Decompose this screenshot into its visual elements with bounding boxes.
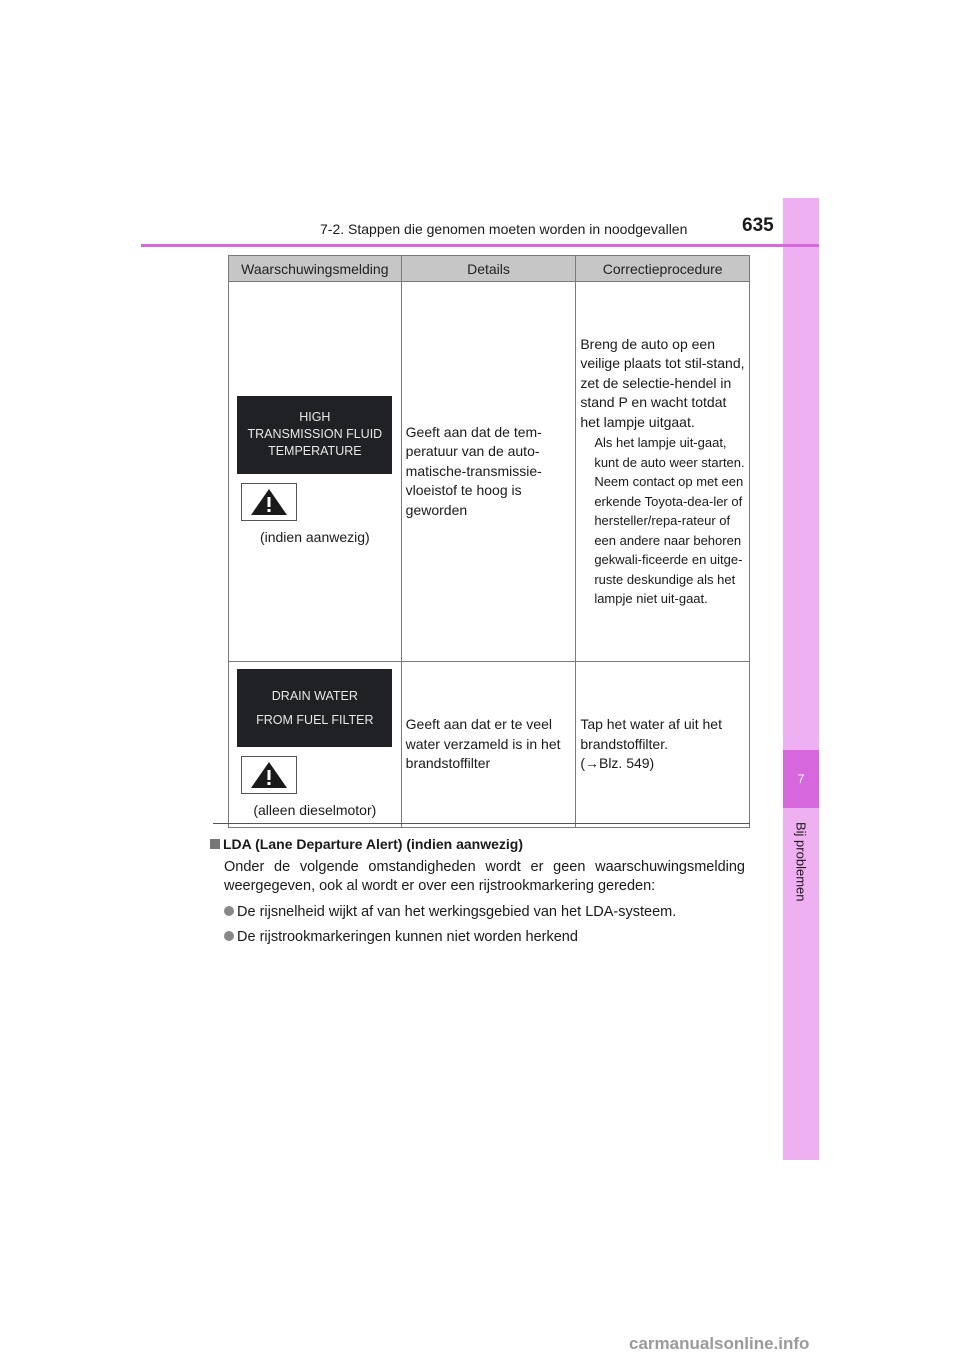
warning-triangle-icon (241, 756, 297, 794)
col-header-details: Details (401, 256, 576, 282)
chapter-label: Bij problemen (793, 822, 809, 902)
list-item-text: De rijstrookmarkeringen kunnen niet worden herkend (237, 929, 578, 945)
watermark: carmanualsonline.info (629, 1334, 810, 1353)
col-header-warning: Waarschuwingsmelding (229, 256, 402, 282)
warning-cell (229, 282, 402, 662)
header-rule (141, 244, 819, 247)
list-item-text: De rijsnelheid wijkt af van het werkingsgebied van het LDA-systeem. (237, 904, 677, 920)
availability-note: (indien aanwezig) (259, 528, 370, 545)
details-cell: Geeft aan dat er te veel water verzameld is in het brandstoffilter (401, 662, 576, 828)
display-line: HIGH (299, 410, 331, 425)
table-row (229, 282, 750, 662)
warning-cell (229, 662, 402, 828)
details-cell: Geeft aan dat de tem- peratuur van de auto- matische-transmissie- vloeistof te hoog is geworden (401, 282, 576, 662)
display-line: DRAIN WATER (271, 688, 358, 703)
procedure-cell: Tap het water af uit het brandstoffilter. (→Blz. 549) (576, 662, 750, 828)
list-item (224, 904, 676, 920)
bullet-icon (224, 931, 234, 941)
procedure-cell (576, 282, 750, 662)
display-line: TEMPERATURE (268, 444, 362, 459)
section-title-text: LDA (Lane Departure Alert) (indien aanwezig) (223, 836, 523, 852)
procedure-sub: Als het lampje uit-gaat, kunt de auto weer starten. Neem contact op met een erkende Toyota-dea-ler of hersteller/repa-rateur of een andere naar behoren gekwali-ficeerde en uitge-ruste deskundige als het lampje niet uit-gaat. (594, 435, 745, 606)
list-item (224, 929, 578, 945)
section-header-title: 7-2. Stappen die genomen moeten worden in noodgevallen (320, 221, 688, 237)
section-rule (213, 823, 750, 824)
display-line: FROM FUEL FILTER (256, 712, 374, 727)
chapter-side-tab (783, 198, 819, 1160)
section-square-icon (210, 839, 220, 849)
warning-triangle-icon (241, 483, 297, 521)
procedure-main: Breng de auto op een veilige plaats tot stil-stand, zet de selectie-hendel in stand P en wacht totdat het lampje uitgaat. (580, 335, 745, 430)
warning-display-image (237, 669, 392, 747)
display-line: TRANSMISSION FLUID (247, 427, 383, 442)
warning-display-image (237, 396, 392, 474)
chapter-number: 7 (783, 750, 819, 808)
table-header-row (229, 256, 750, 282)
table-row (229, 662, 750, 828)
warning-table (228, 255, 750, 828)
bullet-icon (224, 906, 234, 916)
section-title (210, 836, 523, 852)
section-paragraph: Onder de volgende omstandigheden wordt er geen waarschuwingsmelding weergegeven, ook al wordt er over een rijstrookmarkering gereden: (224, 859, 745, 894)
col-header-procedure: Correctieprocedure (576, 256, 750, 282)
availability-note: (alleen dieselmotor) (253, 801, 377, 818)
page-number: 635 (742, 215, 774, 236)
